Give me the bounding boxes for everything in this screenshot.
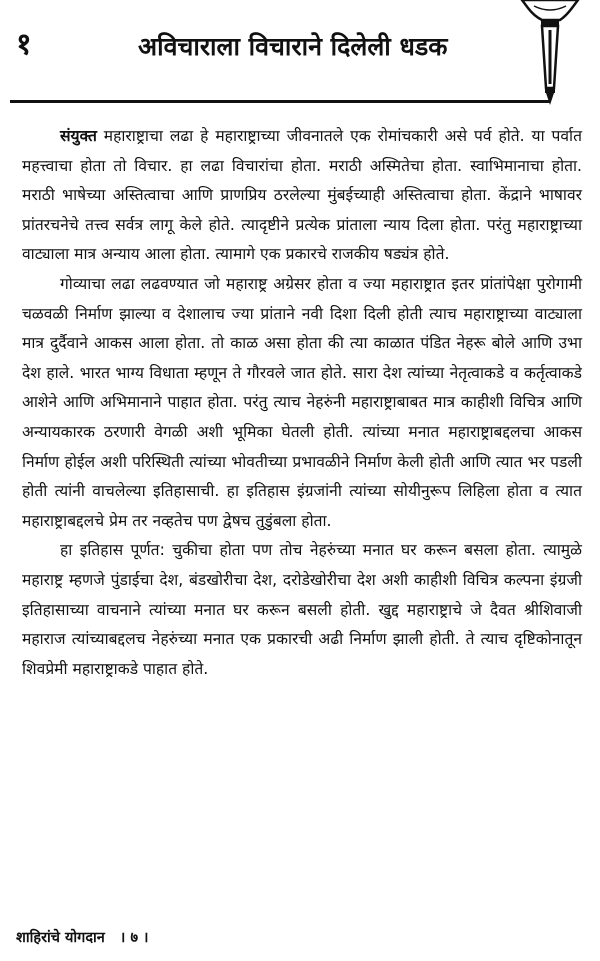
paragraph-lead-word: संयुक्त <box>60 127 97 145</box>
page-footer <box>16 930 576 947</box>
header-rule <box>10 100 550 103</box>
body-text <box>22 122 582 684</box>
fountain-pen-icon <box>520 0 580 106</box>
footer-book-title: शाहिरांचे योगदान <box>16 930 105 946</box>
paragraph-2: गोव्याचा लढा लढवण्यात जो महाराष्ट्र अग्रेसर होता व ज्या महाराष्ट्रात इतर प्रांतांपेक्षा पुरोगामी चळवळी निर्माण झाल्या व देशालाच ज्या प्रांताने नवी दिशा दिली होती त्याच महाराष्ट्राच्या वाट्याला मात्र दुर्दैवाने आकस आला होता. तो काळ असा होता की त्या काळात पंडित नेहरू बोले आणि उभा देश हाले. भारत भाग्य विधाता म्हणून ते गौरवले जात होते. सारा देश त्यांच्या नेतृत्वाकडे व कर्तृत्वाकडे आशेने आणि अभिमानाने पाहात होता. परंतु त्याच नेहरुंनी महाराष्ट्राबाबत मात्र काहीशी विचित्र आणि अन्यायकारक ठरणारी वेगळी अशी भूमिका घेतली होती. त्यांच्या मनात महाराष्ट्राबद्दलचा आकस निर्माण होईल अशी परिस्थिती त्यांच्या भोवतीच्या प्रभावळीने निर्माण केली होती आणि त्यात भर पडली होती त्यांनी वाचलेल्या इतिहासाची. हा इतिहास इंग्रजांनी त्यांच्या सोयीनुरूप लिहिला होता व त्यात महाराष्ट्राबद्दलचे प्रेम तर नव्हतेच पण द्वेषच तुडुंबला होता. <box>22 274 582 530</box>
footer-page-number: । ७ । <box>119 930 149 946</box>
paragraph-text: महाराष्ट्राचा लढा हे महाराष्ट्राच्या जीवनातले एक रोमांचकारी असे पर्व होते. या पर्वात महत्त्वाचा होता तो विचार. हा लढा विचारांचा होता. मराठी अस्मितेचा होता. स्वाभिमानाचा होता. मराठी भाषेच्या अस्तित्वाचा आणि प्राणप्रिय ठरलेल्या मुंबईच्याही अस्तित्वाचा होता. केंद्राने भाषावर प्रांतरचनेचे तत्त्व सर्वत्र लागू केले होते. त्यादृष्टीने प्रत्येक प्रांताला न्याय दिला होता. परंतु महाराष्ट्राच्या वाट्याला मात्र अन्याय आला होता. त्यामागे एक प्रकारचे राजकीय षड्यंत्र होते. <box>22 127 582 264</box>
chapter-header <box>0 0 600 112</box>
chapter-title: अविचाराला विचाराने दिलेली धडक <box>138 32 448 61</box>
paragraph-3: हा इतिहास पूर्णत: चुकीचा होता पण तोच नेहरुंच्या मनात घर करून बसला होता. त्यामुळे महाराष्ट्र म्हणजे पुंडाईचा देश, बंडखोरीचा देश, दरोडेखोरीचा देश अशी काहीशी विचित्र कल्पना इंग्रजी इतिहासाच्या वाचनाने त्यांच्या मनात घर करून बसली होती. खुद्द महाराष्ट्राचे जे दैवत श्रीशिवाजी महाराज त्यांच्याबद्दलच नेहरुंच्या मनात एक प्रकारची अढी निर्माण झाली होती. ते त्याच दृष्टिकोनातून शिवप्रेमी महाराष्ट्राकडे पाहात होते. <box>22 541 582 678</box>
chapter-number: १ <box>16 27 32 62</box>
paragraph-1 <box>22 122 582 270</box>
